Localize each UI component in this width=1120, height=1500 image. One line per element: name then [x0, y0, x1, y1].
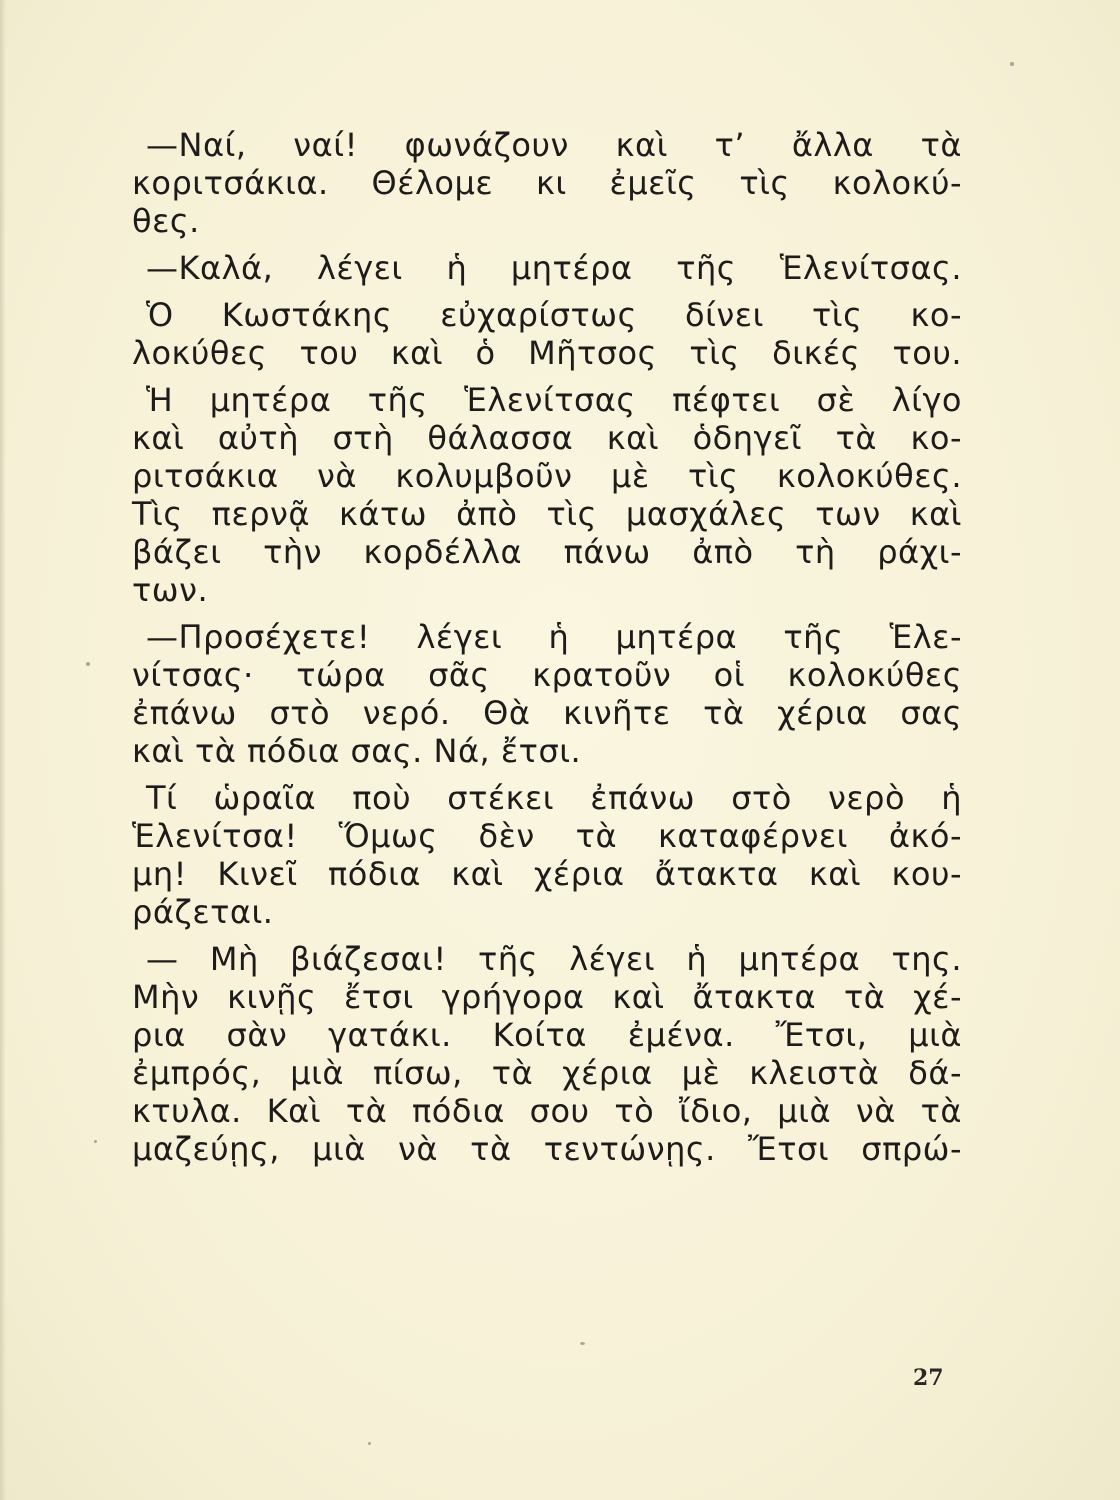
text-line: ριτσάκια νὰ κολυμβοῦν μὲ τὶς κολοκύθες. — [132, 457, 962, 495]
paragraph — [132, 618, 962, 770]
page-number: 27 — [913, 1365, 944, 1391]
text-line: βάζει τὴν κορδέλλα πάνω ἀπὸ τὴ ράχι- — [132, 533, 962, 571]
text-line: ράζεται. — [132, 893, 274, 931]
text-line: μη! Κινεῖ πόδια καὶ χέρια ἄτακτα καὶ κου- — [132, 855, 962, 893]
text-line: Μὴν κινῇς ἔτσι γρήγορα καὶ ἄτακτα τὰ χέ- — [132, 978, 962, 1016]
text-line: —Ναί, ναί! φωνάζουν καὶ τ’ ἄλλα τὰ — [146, 126, 962, 164]
paper-speck — [94, 1140, 97, 1143]
text-line: ἐμπρός, μιὰ πίσω, τὰ χέρια μὲ κλειστὰ δά- — [132, 1054, 962, 1092]
text-line: —Προσέχετε! λέγει ἡ μητέρα τῆς Ἑλε- — [146, 618, 962, 656]
body-text — [132, 126, 962, 1168]
text-line: καὶ αὐτὴ στὴ θάλασσα καὶ ὁδηγεῖ τὰ κο- — [132, 419, 962, 457]
text-line: θες. — [132, 202, 200, 240]
text-line: καὶ τὰ πόδια σας. Νά, ἔτσι. — [132, 732, 582, 770]
paragraph — [132, 296, 962, 372]
text-line: Τί ὡραῖα ποὺ στέκει ἐπάνω στὸ νερὸ ἡ — [146, 779, 962, 817]
paragraph — [132, 249, 962, 287]
page-binding-edge — [0, 0, 6, 1500]
paragraph — [132, 940, 962, 1168]
paper-speck — [368, 1442, 371, 1445]
text-line: — Μὴ βιάζεσαι! τῆς λέγει ἡ μητέρα της. — [146, 940, 962, 978]
text-line: ρια σὰν γατάκι. Κοίτα ἐμένα. Ἔτσι, μιὰ — [132, 1016, 962, 1054]
text-line: κοριτσάκια. Θέλομε κι ἐμεῖς τὶς κολοκύ- — [132, 164, 962, 202]
text-line: κτυλα. Καὶ τὰ πόδια σου τὸ ἴδιο, μιὰ νὰ τὰ — [132, 1092, 962, 1130]
text-line: —Καλά, λέγει ἡ μητέρα τῆς Ἑλενίτσας. — [146, 249, 962, 287]
text-line: Ἑλενίτσα! Ὅμως δὲν τὰ καταφέρνει ἀκό- — [132, 817, 962, 855]
paragraph — [132, 779, 962, 931]
paragraph — [132, 126, 962, 240]
paper-speck — [1010, 62, 1014, 66]
text-line: Ὁ Κωστάκης εὐχαρίστως δίνει τὶς κο- — [146, 296, 962, 334]
text-line: μαζεύῃς, μιὰ νὰ τὰ τεντώνῃς. Ἔτσι σπρώ- — [132, 1130, 962, 1168]
text-line: λοκύθες του καὶ ὁ Μῆτσος τὶς δικές του. — [132, 334, 962, 372]
text-line: των. — [132, 571, 209, 609]
text-line: ἐπάνω στὸ νερό. Θὰ κινῆτε τὰ χέρια σας — [132, 694, 962, 732]
paragraph — [132, 381, 962, 609]
text-line: Τὶς περνᾷ κάτω ἀπὸ τὶς μασχάλες των καὶ — [132, 495, 962, 533]
text-line: Ἡ μητέρα τῆς Ἑλενίτσας πέφτει σὲ λίγο — [146, 381, 962, 419]
paper-speck — [86, 662, 90, 666]
paper-speck — [580, 1342, 585, 1345]
text-line: νίτσας· τώρα σᾶς κρατοῦν οἱ κολοκύθες — [132, 656, 962, 694]
